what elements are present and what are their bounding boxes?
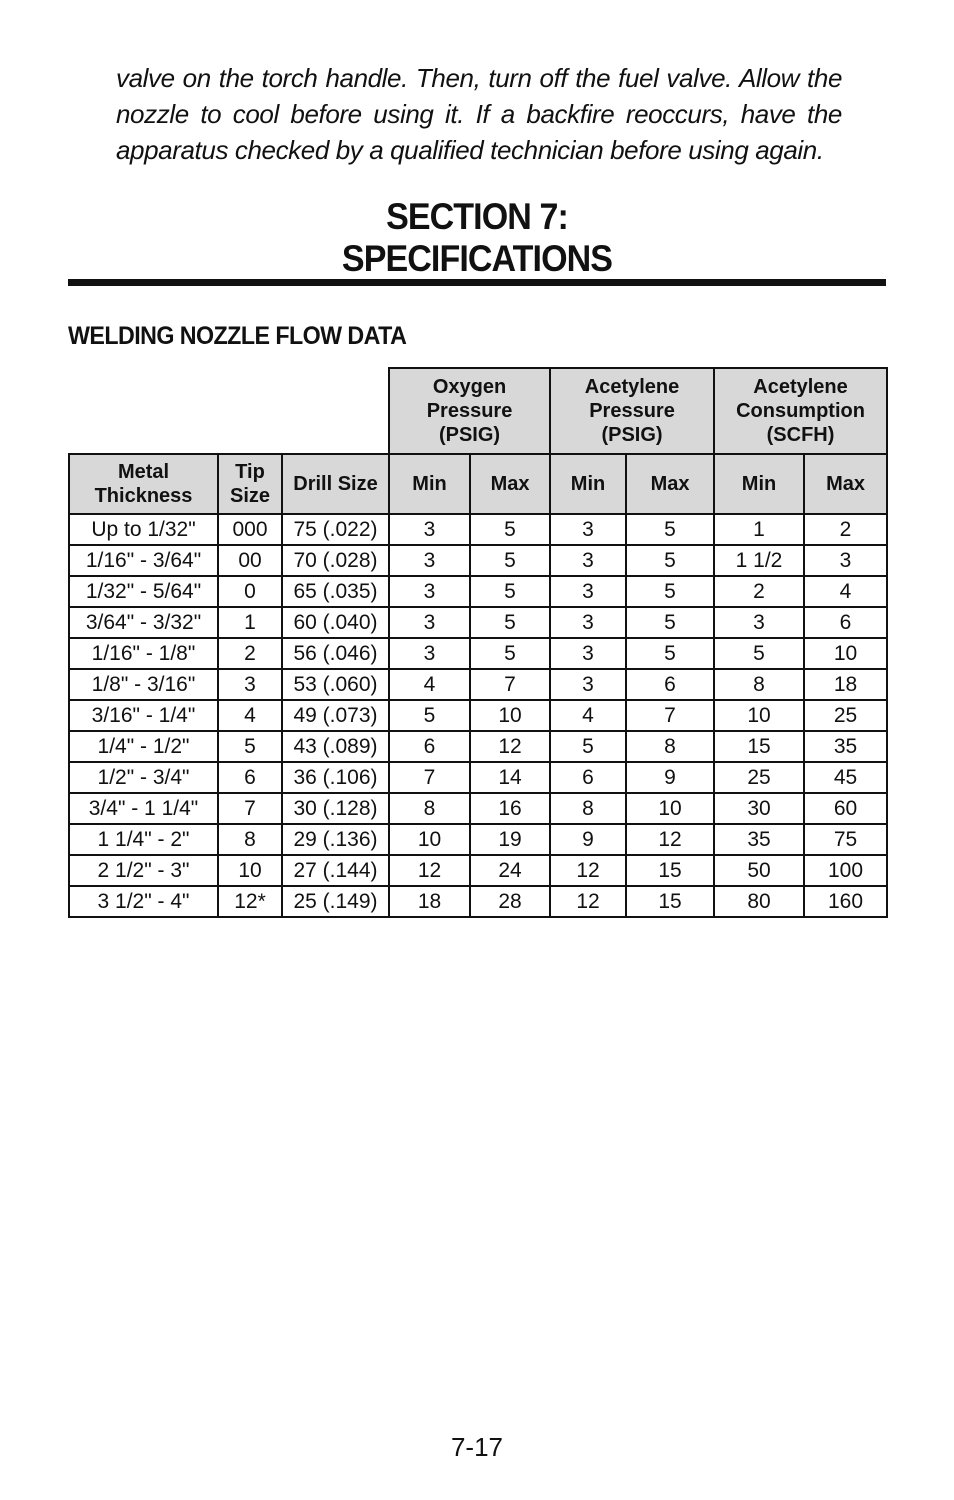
acetylene-pressure-min-cell: 12 — [550, 855, 626, 886]
acetylene-pressure-max-cell: 15 — [626, 886, 714, 917]
acetylene-pressure-min-cell: 3 — [550, 607, 626, 638]
blank-header-cell — [69, 368, 389, 454]
acetylene-pressure-max-cell: 6 — [626, 669, 714, 700]
table-row — [69, 793, 887, 824]
acetylene-consumption-min-cell: 8 — [714, 669, 804, 700]
table-row — [69, 669, 887, 700]
metal-thickness-cell: 1/16" - 3/64" — [69, 545, 218, 576]
acetylene-consumption-min-cell: 1 1/2 — [714, 545, 804, 576]
acetylene-consumption-min-cell: 35 — [714, 824, 804, 855]
metal-thickness-cell: 3 1/2" - 4" — [69, 886, 218, 917]
acetylene-consumption-min-cell: 5 — [714, 638, 804, 669]
oxygen-max-cell: 28 — [470, 886, 550, 917]
drill-size-cell: 60 (.040) — [282, 607, 389, 638]
drill-size-cell: 49 (.073) — [282, 700, 389, 731]
oxygen-max-cell: 5 — [470, 638, 550, 669]
oxygen-max-cell: 12 — [470, 731, 550, 762]
acetylene-consumption-max-cell: 45 — [804, 762, 887, 793]
oxygen-min-cell: 8 — [389, 793, 470, 824]
acetylene-consumption-max-cell: 160 — [804, 886, 887, 917]
oxygen-max-cell: 5 — [470, 545, 550, 576]
metal-thickness-cell: 1/8" - 3/16" — [69, 669, 218, 700]
acetylene-pressure-max-cell: 5 — [626, 638, 714, 669]
table-row — [69, 607, 887, 638]
tip-size-cell: 8 — [218, 824, 282, 855]
acetylene-pressure-max-cell: 12 — [626, 824, 714, 855]
table-row — [69, 576, 887, 607]
acetylene-consumption-max-cell: 10 — [804, 638, 887, 669]
acetylene-pressure-max-cell: 8 — [626, 731, 714, 762]
drill-size-header: Drill Size — [282, 454, 389, 514]
oxygen-max-header: Max — [470, 454, 550, 514]
tip-size-cell: 12* — [218, 886, 282, 917]
table-row — [69, 638, 887, 669]
table-row — [69, 700, 887, 731]
acetylene-consumption-min-cell: 30 — [714, 793, 804, 824]
acetylene-consumption-max-cell: 100 — [804, 855, 887, 886]
metal-thickness-cell: 1 1/4" - 2" — [69, 824, 218, 855]
table-row — [69, 762, 887, 793]
acetylene-consumption-min-cell: 1 — [714, 514, 804, 545]
acetylene-consumption-max-cell: 75 — [804, 824, 887, 855]
heading-rule — [68, 279, 886, 286]
metal-thickness-cell: 1/4" - 1/2" — [69, 731, 218, 762]
oxygen-min-cell: 18 — [389, 886, 470, 917]
tip-size-cell: 1 — [218, 607, 282, 638]
oxygen-pressure-header: Oxygen Pressure (PSIG) — [389, 368, 550, 454]
acetylene-pressure-min-cell: 5 — [550, 731, 626, 762]
metal-thickness-header: Metal Thickness — [69, 454, 218, 514]
tip-size-cell: 000 — [218, 514, 282, 545]
oxygen-max-cell: 24 — [470, 855, 550, 886]
acetylene-pressure-min-cell: 3 — [550, 669, 626, 700]
acetylene-consumption-max-header: Max — [804, 454, 887, 514]
metal-thickness-cell: 3/64" - 3/32" — [69, 607, 218, 638]
oxygen-min-cell: 3 — [389, 514, 470, 545]
oxygen-max-cell: 10 — [470, 700, 550, 731]
oxygen-min-cell: 4 — [389, 669, 470, 700]
tip-size-cell: 10 — [218, 855, 282, 886]
section-heading — [101, 196, 854, 280]
metal-thickness-cell: 2 1/2" - 3" — [69, 855, 218, 886]
acetylene-pressure-max-cell: 5 — [626, 514, 714, 545]
oxygen-max-cell: 16 — [470, 793, 550, 824]
group-header-row — [69, 368, 887, 454]
acetylene-consumption-max-cell: 2 — [804, 514, 887, 545]
metal-thickness-cell: Up to 1/32" — [69, 514, 218, 545]
tip-size-cell: 2 — [218, 638, 282, 669]
acetylene-pressure-max-cell: 5 — [626, 545, 714, 576]
table-row — [69, 545, 887, 576]
acetylene-pressure-min-cell: 8 — [550, 793, 626, 824]
acetylene-pressure-max-cell: 5 — [626, 576, 714, 607]
oxygen-min-cell: 6 — [389, 731, 470, 762]
oxygen-max-cell: 7 — [470, 669, 550, 700]
acetylene-consumption-max-cell: 60 — [804, 793, 887, 824]
drill-size-cell: 30 (.128) — [282, 793, 389, 824]
oxygen-max-cell: 5 — [470, 514, 550, 545]
oxygen-min-header: Min — [389, 454, 470, 514]
oxygen-min-cell: 3 — [389, 545, 470, 576]
tip-size-cell: 3 — [218, 669, 282, 700]
acetylene-consumption-min-cell: 2 — [714, 576, 804, 607]
table-row — [69, 731, 887, 762]
table-row — [69, 886, 887, 917]
acetylene-consumption-max-cell: 35 — [804, 731, 887, 762]
drill-size-cell: 25 (.149) — [282, 886, 389, 917]
acetylene-consumption-min-cell: 50 — [714, 855, 804, 886]
acetylene-consumption-min-header: Min — [714, 454, 804, 514]
intro-paragraph: valve on the torch handle. Then, turn off the fuel valve. Allow the nozzle to cool before using it. If a backfire reoccurs, have the apparatus checked by a qualified technician before using again. — [116, 63, 842, 165]
tip-size-cell: 7 — [218, 793, 282, 824]
metal-thickness-cell: 3/4" - 1 1/4" — [69, 793, 218, 824]
drill-size-cell: 43 (.089) — [282, 731, 389, 762]
acetylene-pressure-min-cell: 3 — [550, 638, 626, 669]
drill-size-cell: 29 (.136) — [282, 824, 389, 855]
drill-size-cell: 36 (.106) — [282, 762, 389, 793]
drill-size-cell: 56 (.046) — [282, 638, 389, 669]
oxygen-min-cell: 3 — [389, 576, 470, 607]
tip-size-cell: 5 — [218, 731, 282, 762]
page-number: 7-17 — [450, 1432, 504, 1462]
acetylene-consumption-max-cell: 18 — [804, 669, 887, 700]
drill-size-cell: 53 (.060) — [282, 669, 389, 700]
acetylene-pressure-header: Acetylene Pressure (PSIG) — [550, 368, 714, 454]
oxygen-min-cell: 7 — [389, 762, 470, 793]
acetylene-pressure-max-cell: 5 — [626, 607, 714, 638]
acetylene-pressure-max-header: Max — [626, 454, 714, 514]
acetylene-consumption-min-cell: 10 — [714, 700, 804, 731]
oxygen-min-cell: 3 — [389, 638, 470, 669]
acetylene-pressure-min-cell: 3 — [550, 545, 626, 576]
acetylene-consumption-max-cell: 4 — [804, 576, 887, 607]
acetylene-consumption-min-cell: 15 — [714, 731, 804, 762]
section-number: SECTION 7: — [386, 196, 568, 237]
tip-size-cell: 00 — [218, 545, 282, 576]
tip-size-cell: 6 — [218, 762, 282, 793]
oxygen-max-cell: 5 — [470, 607, 550, 638]
acetylene-pressure-min-cell: 4 — [550, 700, 626, 731]
oxygen-min-cell: 12 — [389, 855, 470, 886]
acetylene-consumption-min-cell: 25 — [714, 762, 804, 793]
acetylene-pressure-min-cell: 9 — [550, 824, 626, 855]
acetylene-pressure-min-header: Min — [550, 454, 626, 514]
tip-size-header: Tip Size — [218, 454, 282, 514]
acetylene-consumption-min-cell: 80 — [714, 886, 804, 917]
drill-size-cell: 70 (.028) — [282, 545, 389, 576]
oxygen-min-cell: 5 — [389, 700, 470, 731]
acetylene-pressure-min-cell: 12 — [550, 886, 626, 917]
table-row — [69, 855, 887, 886]
oxygen-max-cell: 19 — [470, 824, 550, 855]
table-row — [69, 514, 887, 545]
oxygen-max-cell: 5 — [470, 576, 550, 607]
acetylene-consumption-max-cell: 3 — [804, 545, 887, 576]
section-title: SPECIFICATIONS — [341, 238, 613, 279]
acetylene-pressure-min-cell: 6 — [550, 762, 626, 793]
metal-thickness-cell: 1/16" - 1/8" — [69, 638, 218, 669]
metal-thickness-cell: 1/2" - 3/4" — [69, 762, 218, 793]
nozzle-flow-table — [68, 367, 888, 918]
acetylene-pressure-max-cell: 9 — [626, 762, 714, 793]
acetylene-consumption-max-cell: 25 — [804, 700, 887, 731]
acetylene-consumption-header: Acetylene Consumption (SCFH) — [714, 368, 887, 454]
acetylene-consumption-max-cell: 6 — [804, 607, 887, 638]
oxygen-max-cell: 14 — [470, 762, 550, 793]
table-title: WELDING NOZZLE FLOW DATA — [68, 322, 407, 350]
acetylene-pressure-max-cell: 7 — [626, 700, 714, 731]
column-header-row — [69, 454, 887, 514]
acetylene-pressure-min-cell: 3 — [550, 576, 626, 607]
drill-size-cell: 65 (.035) — [282, 576, 389, 607]
acetylene-pressure-max-cell: 15 — [626, 855, 714, 886]
table-row — [69, 824, 887, 855]
acetylene-pressure-max-cell: 10 — [626, 793, 714, 824]
metal-thickness-cell: 1/32" - 5/64" — [69, 576, 218, 607]
acetylene-pressure-min-cell: 3 — [550, 514, 626, 545]
acetylene-consumption-min-cell: 3 — [714, 607, 804, 638]
oxygen-min-cell: 3 — [389, 607, 470, 638]
drill-size-cell: 27 (.144) — [282, 855, 389, 886]
tip-size-cell: 4 — [218, 700, 282, 731]
tip-size-cell: 0 — [218, 576, 282, 607]
oxygen-min-cell: 10 — [389, 824, 470, 855]
metal-thickness-cell: 3/16" - 1/4" — [69, 700, 218, 731]
drill-size-cell: 75 (.022) — [282, 514, 389, 545]
